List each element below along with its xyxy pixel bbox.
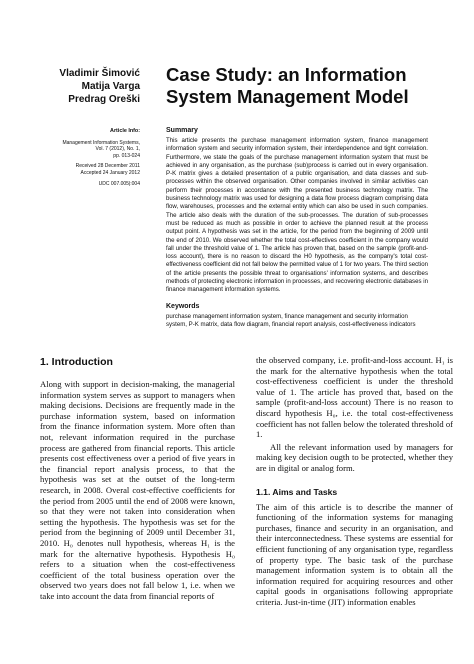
author-list	[40, 67, 140, 106]
section-heading: 1. Introduction	[40, 356, 113, 368]
keywords-block	[166, 302, 428, 330]
received-date: Received 28 December 2011	[75, 163, 140, 170]
summary-text: This article presents the purchase management information system, finance management information system and security information system, their interdependence and tight correlation. Furthermore, we state the goals of the purchase management information system that must be achieved in any organisation, as the purchase (sub)process is carried out in every organisation. P-K matrix gives a detailed presentation of a public organisation, and data classes and sub-processes within the observed organisation. Other companies involved in similar activities can perform their processes in accordance with the presented business technology matrix. The business technology matrix was used for designing a data flow process diagram comprising data flow, warehouses, processes and the external entity which can also be used in such companies. The article also deals with the duration of the sub-processes. The duration of sub-processes must be reduced as much as possible in order to achieve the planned result at the process output point. A hypothesis was set in the article, for the period from the beginning of 2009 until the end of 2010. We observed whether the total cost-effectives coefficient in the company would fall under the threshold value of 1. The article has proven that, based on the sample (profit-and-loss account), there is no reason to discard the H0 hypothesis, as the company's total cost-effectiveness coefficient did not fall below the permitted value of 1 for two years. The third section of the article presents the possible threat to organisations' information systems, and describes methods of protecting electronic information in processes, and recovering electronic databases in finance management information systems.	[166, 137, 428, 294]
journal-line: pp. 013-024	[113, 152, 140, 159]
journal-line: Management Information Systems,	[62, 139, 140, 146]
keywords-text: purchase management information system, finance management and security information system, P-K matrix, data flow diagram, financial report analysis, cost-effectiveness indicators	[166, 313, 416, 329]
article-info-heading: Article Info:	[110, 128, 140, 134]
paper-title-line: Case Study: an Information	[166, 64, 407, 85]
author-name: Predrag Oreški	[68, 94, 140, 105]
udc-code: UDC 007.005|:004	[98, 180, 140, 187]
intro-paragraph: Along with support in decision-making, the managerial information system serves as support to managers when making decisions. Decisions are frequently made in the purchase information system, based on information from the finance information system. More often than not, relevant information required in the purchase process are gathered from financial reports. This article presents cost effectiveness over a period of five years in the financial report analysis process, to that the hypothesis was set at the outset of the long-term research, in 2008. Overal cost-effective coefficients for the period from 2005 until the end of 2008 were known, so that they were not taken into consideration when setting the hypothesis. The hypothesis was set for the period from the beginning of 2009 until December 31, 2010. H₀ denotes null hypothesis, whereas H₁ is the mark for the alternative hypothesis. Hypothesis H₀ refers to a situation when the cost-effectiveness coefficient of the total business operation over the observed two years does not fall below 1, i.e. when we take into account the data from financial reports of	[40, 379, 235, 601]
summary-heading: Summary	[166, 127, 198, 134]
paper-title-line: System Management Model	[166, 86, 409, 107]
author-name: Matija Varga	[81, 81, 140, 92]
article-info	[40, 128, 140, 187]
summary-block	[166, 126, 428, 295]
accepted-date: Accepted 24 January 2012	[80, 169, 140, 176]
journal-line: Vol. 7 (2012), No. 1,	[95, 146, 140, 153]
paragraph: The aim of this article is to describe the manner of functioning of the information systems for managing purchases, finance and security in an organisation, and their interconnectedness. These systems are essential for efficient functioning of any organisation type, regardless of property type. The basic task of the purchase management information system is to obtain all the information required for acquiring resources and other capital goods in organisations following appropriate criteria. Just-in-time (JIT) information enables	[256, 501, 453, 607]
paragraph: the observed company, i.e. profit-and-loss account. H₁ is the mark for the alternative hypothesis when the total cost-effectiveness coefficient is under the threshold value of 1. The article has proved that, based on the sample (profit-and-loss account) There is no reason to discard hypothesis H₀, i.e. the total cost-effectiveness coefficient has not fallen below the tolerated threshold of 1.	[256, 355, 453, 440]
subsection-heading: 1.1. Aims and Tasks	[256, 486, 338, 497]
left-column	[40, 355, 235, 601]
author-name: Vladimir Šimović	[59, 68, 140, 79]
paragraph: All the relevant information used by managers for making key decision ougth to be protected, whether they are in digital or analog form.	[256, 441, 453, 473]
paper-title	[166, 64, 456, 108]
keywords-heading: Keywords	[166, 303, 200, 310]
right-column	[256, 355, 453, 607]
